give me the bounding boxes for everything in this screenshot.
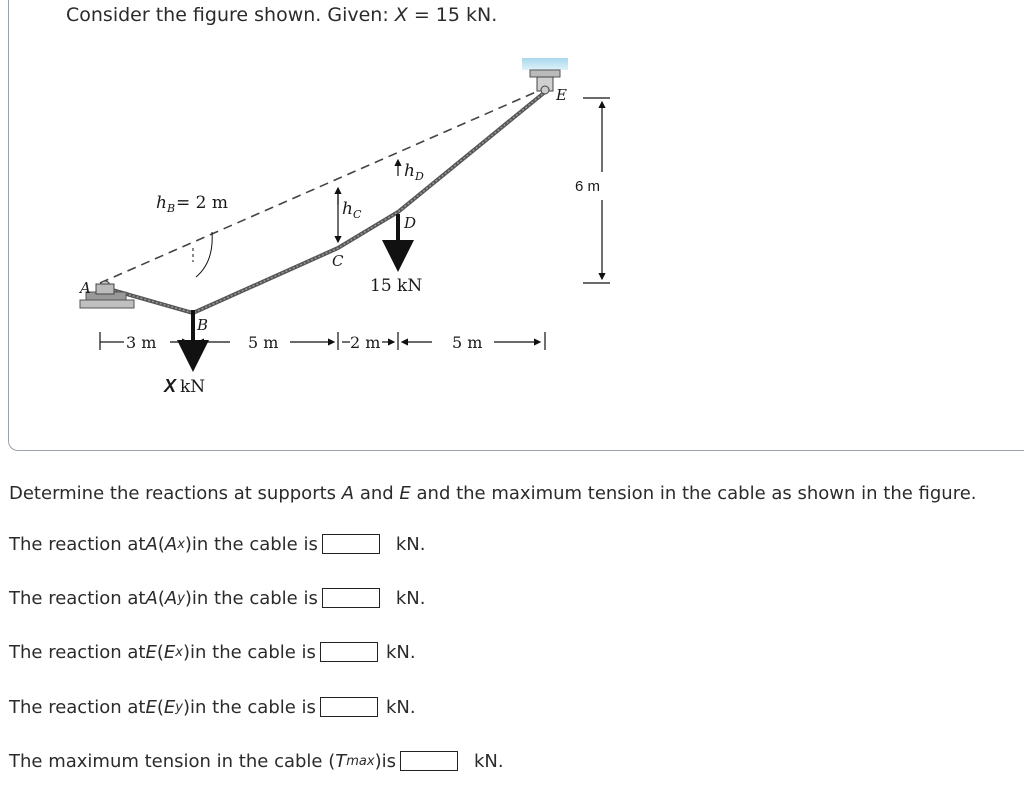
answer-row-ax: The reaction at A ( A x ) in the cable is kN. <box>9 533 426 555</box>
answer-input-tmax[interactable] <box>400 751 458 771</box>
given-variable: X <box>394 4 408 26</box>
label-e: E <box>556 86 567 104</box>
label-b: B <box>197 316 209 334</box>
answer-input-ay[interactable] <box>322 588 380 608</box>
hb-leader <box>196 232 212 277</box>
load-b-unit: kN <box>180 377 206 397</box>
label-c: C <box>332 252 344 270</box>
load-d: 15 kN <box>370 276 423 296</box>
answer-input-ey[interactable] <box>320 697 378 717</box>
hb-value: = 2 m <box>176 193 228 213</box>
question-prompt: Determine the reactions at supports A and E and the maximum tension in the cable as shown in the figure. <box>9 483 977 504</box>
dim-5m-1: 5 m <box>248 333 279 352</box>
answer-row-tmax: The maximum tension in the cable ( T max ) is kN. <box>9 750 504 772</box>
answer-row-ay: The reaction at A ( A y ) in the cable is kN. <box>9 587 426 609</box>
label-a: A <box>80 279 91 297</box>
load-b-var: X <box>164 376 177 396</box>
hc-symbol: h <box>342 199 353 219</box>
answer-input-ax[interactable] <box>322 534 380 554</box>
dim-3m: 3 m <box>126 333 157 352</box>
answer-row-ey: The reaction at E ( E y ) in the cable is kN. <box>9 696 416 718</box>
dim-2m: 2 m <box>350 333 381 352</box>
hb-sub: B <box>167 202 176 215</box>
hd-sub: D <box>415 170 424 183</box>
dim-5m-2: 5 m <box>452 333 483 352</box>
answer-input-ex[interactable] <box>320 642 378 662</box>
dim-6m: 6 m <box>575 178 601 195</box>
given-prefix: Consider the figure shown. Given: <box>66 4 395 26</box>
given-suffix: = 15 kN. <box>407 4 498 26</box>
answer-row-ex: The reaction at E ( E x ) in the cable is kN. <box>9 641 416 663</box>
hd-symbol: h <box>404 161 415 181</box>
label-d: D <box>404 214 417 232</box>
hb-symbol: h <box>156 193 167 213</box>
hc-sub: C <box>353 208 362 221</box>
